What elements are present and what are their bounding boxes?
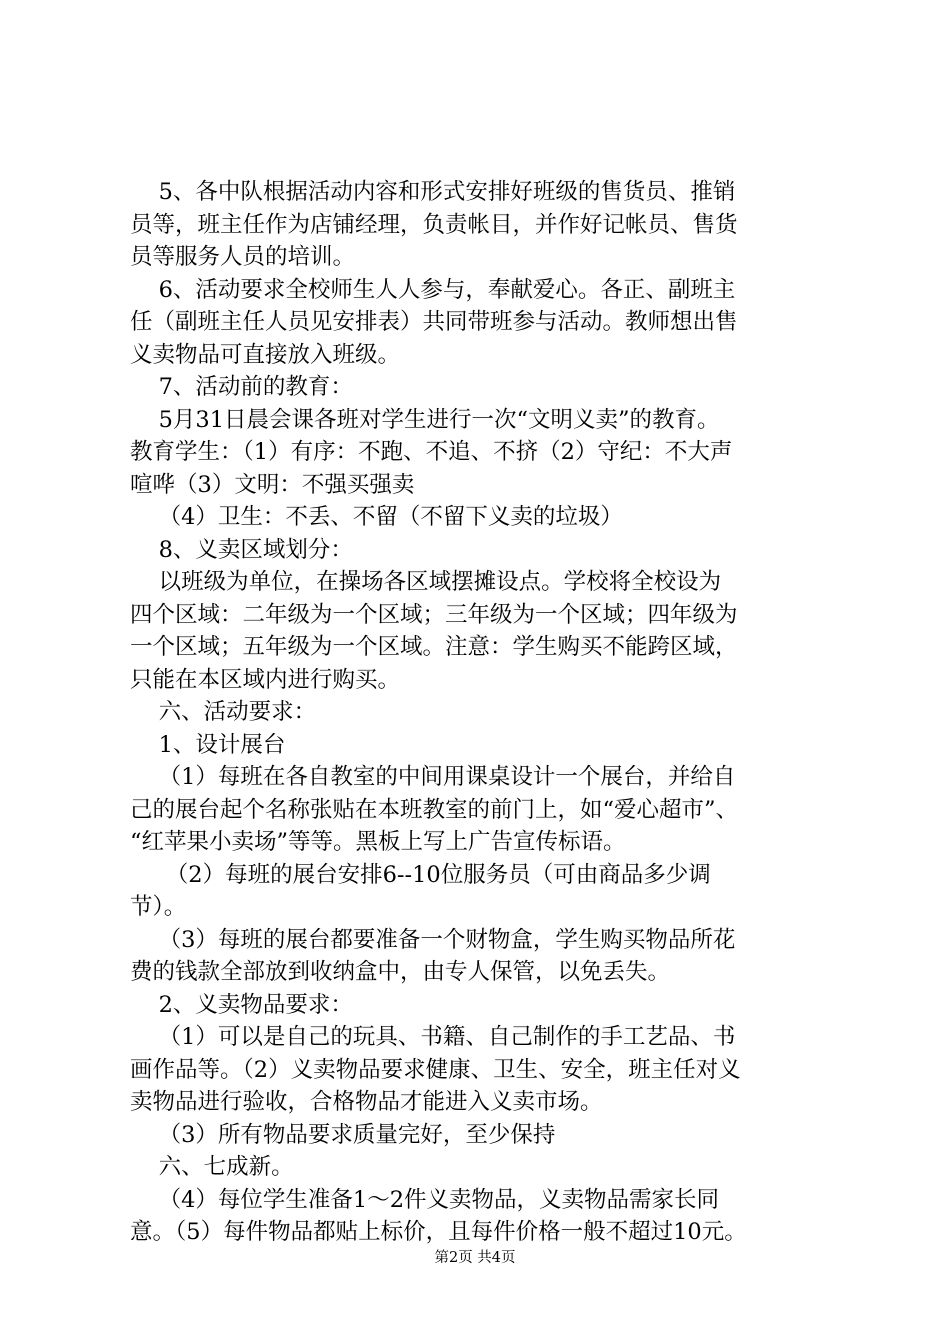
text-line: 节）。 — [130, 894, 187, 920]
text-line: 费的钱款全部放到收纳盒中，由专人保管，以免丢失。 — [130, 959, 671, 985]
text-line: 7、活动前的教育： — [130, 374, 353, 400]
document-body — [130, 176, 830, 1249]
text-line: 卖物品进行验收，合格物品才能进入义卖市场。 — [130, 1089, 603, 1115]
text-line: 8、义卖区域划分： — [130, 536, 353, 563]
text-line: 1、设计展台 — [130, 731, 286, 758]
text-line: （1）可以是自己的玩具、书籍、自己制作的手工艺品、书 — [130, 1024, 736, 1050]
text-line: 任（副班主任人员见安排表）共同带班参与活动。教师想出售 — [130, 309, 738, 335]
text-line: （3）每班的展台都要准备一个财物盒，学生购买物品所花 — [130, 926, 736, 953]
text-line: （4）卫生：不丢、不留（不留下义卖的垃圾） — [130, 504, 623, 530]
text-line: 员等服务人员的培训。 — [130, 244, 356, 270]
text-line: （3）所有物品要求质量完好，至少保持 — [130, 1121, 556, 1148]
text-line: 只能在本区域内进行购买。 — [130, 666, 401, 693]
page-footer: 第2页 共4页 — [434, 1250, 516, 1266]
text-line: 一个区域；五年级为一个区域。注意：学生购买不能跨区域， — [130, 634, 738, 660]
text-line: 四个区域：二年级为一个区域；三年级为一个区域；四年级为 — [130, 601, 738, 628]
text-line: 画作品等。（2）义卖物品要求健康、卫生、安全，班主任对义 — [130, 1056, 741, 1083]
text-line: “红苹果小卖场”等等。黑板上写上广告宣传标语。 — [130, 829, 626, 855]
text-line: 义卖物品可直接放入班级。 — [130, 341, 401, 368]
text-line: 六、七成新。 — [130, 1154, 294, 1180]
text-line: 2、义卖物品要求： — [130, 991, 353, 1018]
text-line: 6、活动要求全校师生人人参与，奉献爱心。各正、副班主 — [130, 276, 736, 303]
text-line: 教育学生：（1）有序：不跑、不追、不挤（2）守纪：不大声 — [130, 439, 733, 465]
text-line: 意。（5）每件物品都贴上标价，且每件价格一般不超过10元。 — [130, 1219, 747, 1245]
text-line: 5、各中队根据活动内容和形式安排好班级的售货员、推销 — [130, 179, 736, 205]
text-line: 员等，班主任作为店铺经理，负责帐目，并作好记帐员、售货 — [130, 211, 738, 238]
text-line: （2）每班的展台安排6--10位服务员（可由商品多少调 — [130, 861, 711, 888]
text-line: 六、活动要求： — [130, 699, 317, 725]
text-line: 5月31日晨会课各班对学生进行一次“文明义卖”的教育。 — [130, 406, 720, 433]
text-line: 己的展台起个名称张贴在本班教室的前门上，如“爱心超市”、 — [130, 796, 739, 823]
text-line: （1）每班在各自教室的中间用课桌设计一个展台，并给自 — [130, 764, 736, 790]
text-line: 喧哗（3）文明：不强买强卖 — [130, 471, 415, 498]
text-line: （4）每位学生准备1～2件义卖物品，义卖物品需家长同 — [130, 1186, 720, 1213]
text-line: 以班级为单位，在操场各区域摆摊设点。学校将全校设为 — [130, 569, 722, 595]
